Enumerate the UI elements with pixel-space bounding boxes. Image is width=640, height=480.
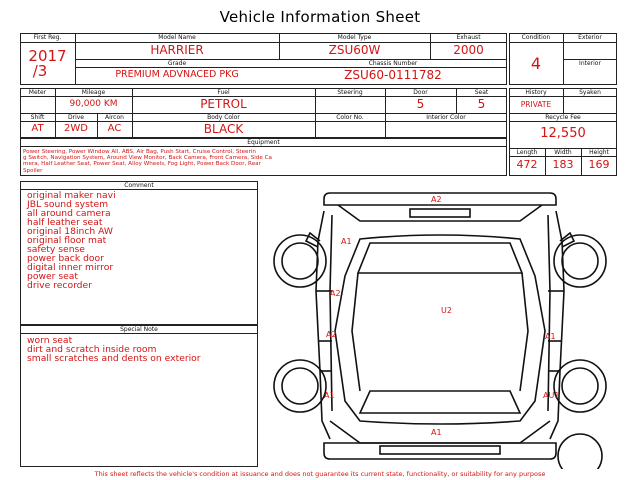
interior-label: Interior bbox=[579, 60, 601, 67]
damage-right-front-fender: AU1 bbox=[543, 391, 560, 400]
model-type-value: ZSU60W bbox=[328, 43, 381, 57]
damage-left-rear-fender: A1 bbox=[324, 391, 335, 400]
drive-label: Drive bbox=[68, 114, 84, 121]
equipment-line: g Switch, Navigation System, Around View Monitor, Back Camera, Front Camera, Side Ca bbox=[23, 155, 272, 162]
comment-line: original maker navi bbox=[27, 190, 116, 201]
special-note-line: dirt and scratch inside room bbox=[27, 344, 157, 355]
steering-label: Steering bbox=[337, 89, 363, 96]
width-label: Width bbox=[554, 149, 572, 156]
sheet-title: Vehicle Information Sheet bbox=[219, 8, 421, 26]
comment-list bbox=[27, 191, 116, 290]
chassis-value: ZSU60-0111782 bbox=[344, 68, 442, 82]
body-color-value: BLACK bbox=[203, 122, 244, 136]
comment-line: original 18inch AW bbox=[27, 226, 113, 237]
equipment-line: mera, Half Leather Seat, Power Seat, Alloy Wheels, Fog Light, Power Back Door, Rear bbox=[23, 161, 261, 168]
special-note-label: Special Note bbox=[120, 326, 158, 333]
recycle-fee-label: Recycle Fee bbox=[545, 114, 581, 121]
seat-label: Seat bbox=[474, 89, 489, 96]
fuel-label: Fuel bbox=[217, 89, 230, 96]
comment-label: Comment bbox=[124, 182, 154, 189]
syaken-label: Syaken bbox=[579, 89, 601, 96]
chassis-label: Chassis Number bbox=[368, 60, 418, 67]
fuel-value: PETROL bbox=[200, 97, 247, 111]
history-value: PRIVATE bbox=[520, 100, 552, 109]
model-name-label: Model Name bbox=[158, 34, 196, 41]
damage-left-front-door: A2 bbox=[330, 289, 341, 298]
model-type-label: Model Type bbox=[337, 34, 372, 41]
exhaust-label: Exhaust bbox=[456, 34, 481, 41]
car-damage-diagram bbox=[260, 181, 616, 469]
comment-line: digital inner mirror bbox=[27, 262, 114, 273]
seat-value: 5 bbox=[477, 97, 486, 111]
first-reg-month: /3 bbox=[32, 62, 48, 80]
roof-outline bbox=[335, 235, 545, 424]
mileage-value: 90,000 KM bbox=[69, 99, 118, 109]
spare-wheel bbox=[558, 434, 602, 469]
damage-right-rear-fender: A1 bbox=[545, 332, 556, 341]
meter-label: Meter bbox=[28, 89, 47, 96]
exterior-label: Exterior bbox=[578, 34, 602, 41]
first-reg-year: 2017 bbox=[28, 47, 67, 65]
grade-label: Grade bbox=[167, 60, 187, 67]
length-label: Length bbox=[516, 149, 538, 156]
comment-line: JBL sound system bbox=[27, 199, 109, 210]
comment-line: power back door bbox=[27, 253, 104, 264]
comment-line: original floor mat bbox=[27, 235, 107, 246]
interior-color-label: Interior Color bbox=[426, 114, 466, 121]
shift-label: Shift bbox=[30, 114, 45, 121]
drive-value: 2WD bbox=[64, 123, 88, 134]
height-value: 169 bbox=[588, 158, 610, 171]
length-value: 472 bbox=[516, 158, 538, 171]
first-reg-label: First Reg. bbox=[33, 34, 62, 41]
aircon-label: Aircon bbox=[105, 114, 124, 121]
history-label: History bbox=[525, 89, 547, 96]
mileage-label: Mileage bbox=[81, 89, 106, 96]
damage-rear: A2 bbox=[431, 195, 442, 204]
equipment-line: Power Steering, Power Window All, ABS, Air Bag, Push Start, Cruise Control, Steerin bbox=[23, 149, 256, 155]
equipment-text bbox=[23, 149, 503, 174]
damage-front: A1 bbox=[431, 428, 442, 437]
special-note-line: worn seat bbox=[27, 335, 73, 346]
comment-line: power seat bbox=[27, 271, 78, 282]
model-name-value: HARRIER bbox=[150, 43, 204, 57]
door-label: Door bbox=[413, 89, 428, 96]
condition-value: 4 bbox=[530, 54, 542, 73]
shift-value: AT bbox=[31, 123, 44, 134]
damage-roof: U2 bbox=[441, 306, 452, 315]
height-label: Height bbox=[589, 149, 609, 156]
door-value: 5 bbox=[416, 97, 425, 111]
width-value: 183 bbox=[552, 158, 574, 171]
equipment-line: Spoiler bbox=[23, 167, 43, 174]
comment-line: safety sense bbox=[27, 244, 85, 255]
recycle-fee-value: 12,550 bbox=[540, 126, 586, 141]
exhaust-value: 2000 bbox=[453, 43, 484, 57]
damage-left-front-fender: A1 bbox=[341, 237, 352, 246]
damage-left-rear-door: A2 bbox=[326, 330, 337, 339]
comment-line: all around camera bbox=[27, 208, 111, 219]
color-no-label: Color No. bbox=[336, 114, 364, 121]
comment-line: half leather seat bbox=[27, 217, 103, 228]
special-note-line: small scratches and dents on exterior bbox=[27, 353, 201, 364]
grade-value: PREMIUM ADVNACED PKG bbox=[115, 69, 239, 80]
body-color-label: Body Color bbox=[207, 114, 240, 121]
aircon-value: AC bbox=[107, 123, 122, 134]
condition-label: Condition bbox=[521, 34, 551, 41]
disclaimer-footer: This sheet reflects the vehicle's condition at issuance and does not guarantee its current state, functionality, or suitability for any purpose bbox=[94, 470, 546, 478]
special-note-list bbox=[27, 336, 201, 363]
equipment-label: Equipment bbox=[247, 139, 280, 146]
comment-line: drive recorder bbox=[27, 280, 92, 291]
